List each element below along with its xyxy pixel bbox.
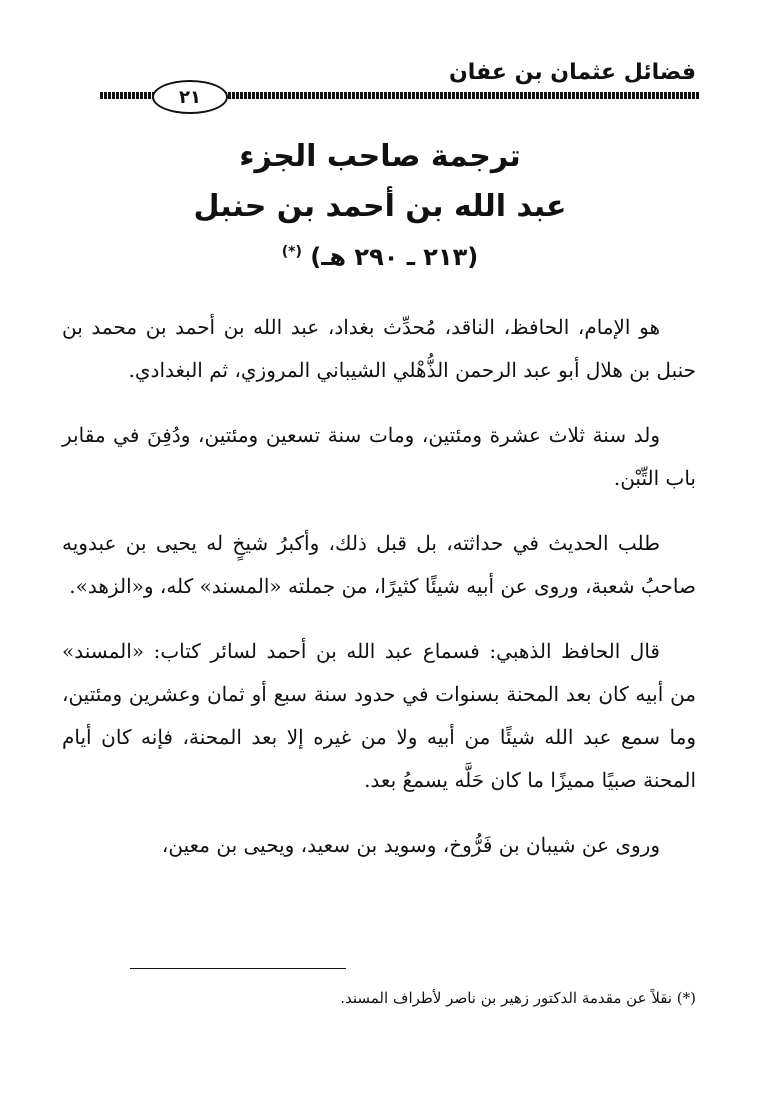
title-line-2: عبد الله بن أحمد بن حنبل <box>193 189 567 224</box>
paragraph: هو الإمام، الحافظ، الناقد، مُحدِّث بغداد، عبد الله بن أحمد بن محمد بن حنبل بن هلال أبو عبد الرحمن الذُّهْلي الشيباني المروزي، ثم البغدادي. <box>62 315 696 382</box>
title-line-1: ترجمة صاحب الجزء <box>239 139 521 174</box>
paragraph: طلب الحديث في حداثته، بل قبل ذلك، وأكبرُ شيخٍ له يحيى بن عبدويه صاحبُ شعبة، وروى عن أبيه شيئًا كثيرًا، من جملته «المسند» كله، و«الزهد». <box>62 531 696 598</box>
paragraph: ولد سنة ثلاث عشرة ومئتين، ومات سنة تسعين ومئتين، ودُفِنَ في مقابر باب التِّبْن. <box>62 423 696 490</box>
running-title: فضائل عثمان بن عفان <box>449 60 696 85</box>
chapter-title <box>0 132 760 277</box>
body-text <box>62 306 696 889</box>
footnote: (*) نقلاً عن مقدمة الدكتور زهير بن ناصر لأطراف المسند. <box>340 989 696 1007</box>
paragraph: وروى عن شيبان بن فَرُّوخ، وسويد بن سعيد، ويحيى بن معين، <box>161 833 660 857</box>
page-number: ٢١ <box>152 80 228 114</box>
paragraph: قال الحافظ الذهبي: فسماع عبد الله بن أحمد لسائر كتاب: «المسند» من أبيه كان بعد المحنة بسنوات في حدود سنة سبع أو ثمان وعشرين ومئتين، وما سمع عبد الله شيئًا من أبيه ولا من غيره إلا بعد المحنة، فإنه كان أيام المحنة صبيًا مميزًا ما كان حَلَّه يسمعُ بعد. <box>62 639 696 792</box>
title-dates <box>0 232 760 277</box>
header-rule <box>100 78 700 118</box>
footnote-separator <box>130 968 346 969</box>
title-dates-text: (٢١٣ ـ ٢٩٠ هـ) <box>310 243 479 271</box>
footnote-marker: (*) <box>281 244 302 260</box>
